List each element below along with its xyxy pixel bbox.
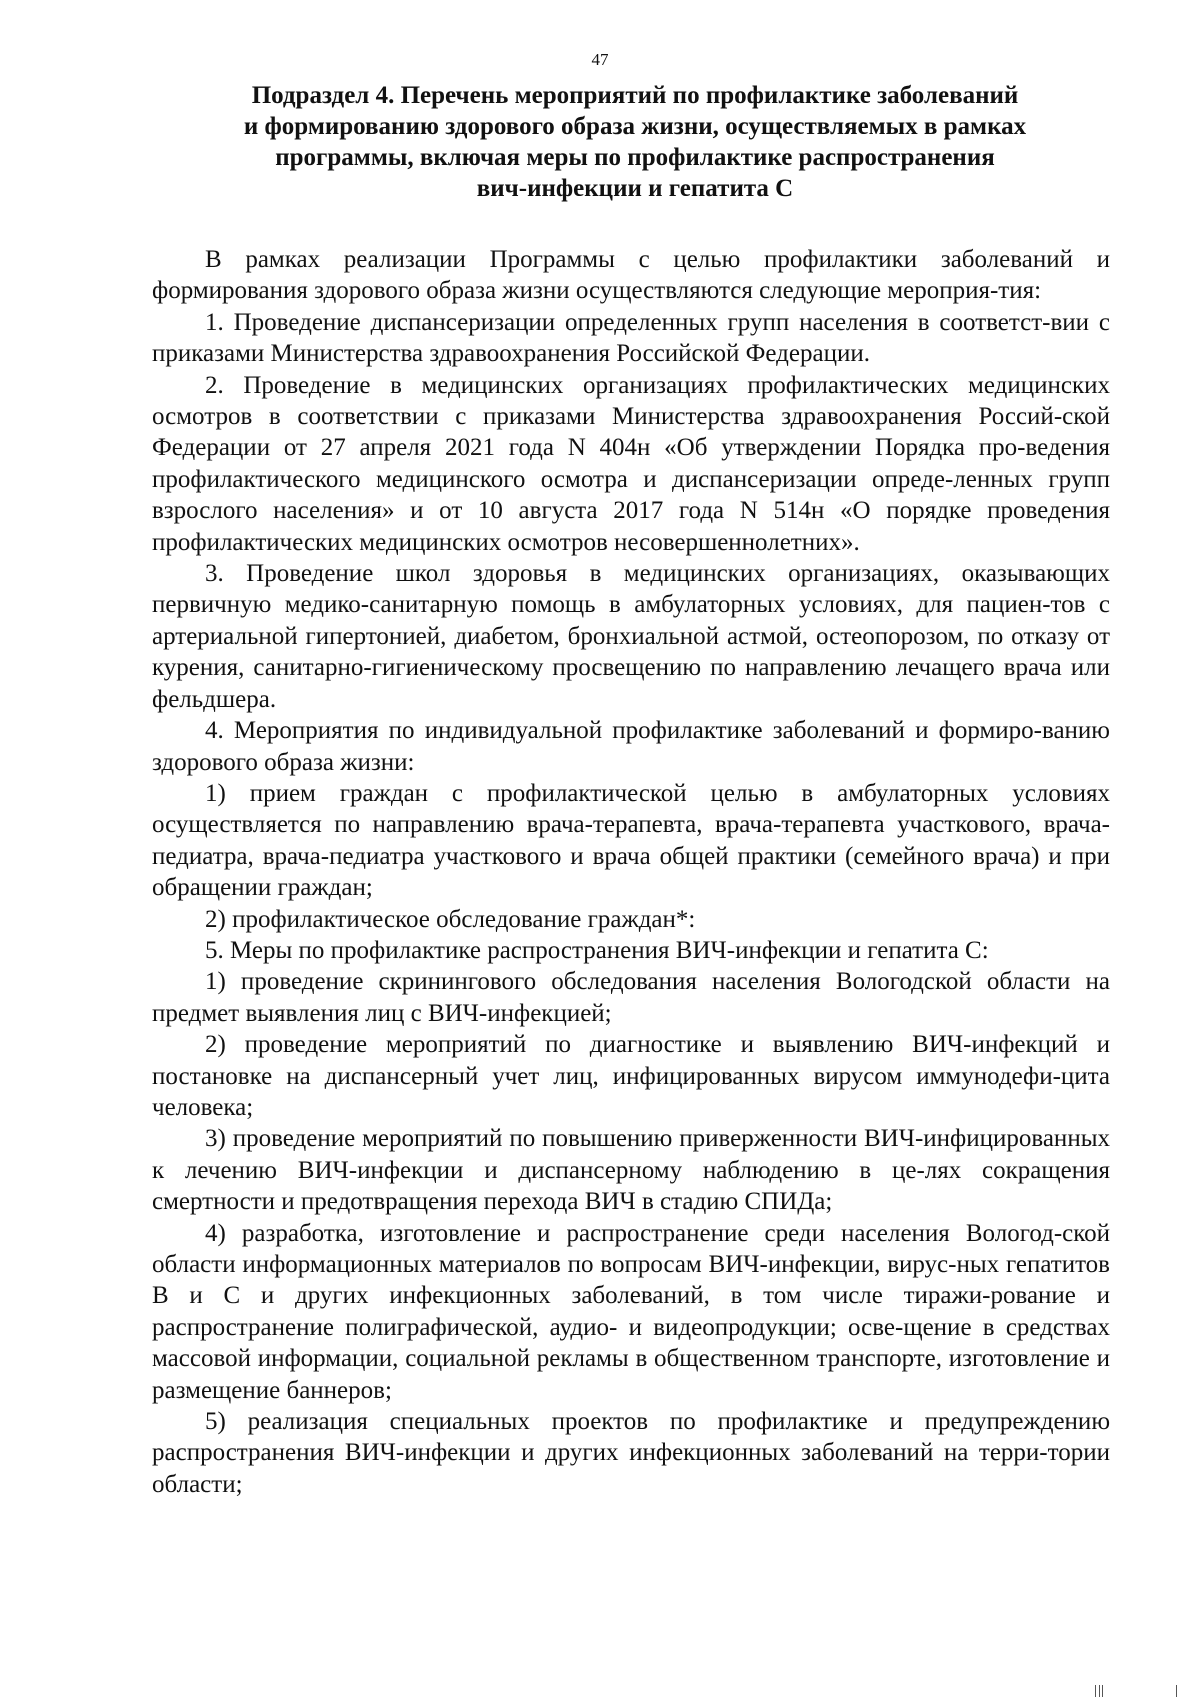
paragraph-item-5-5: 5) реализация специальных проектов по профилактике и предупреждению распространения ВИЧ-инфекции и других инфекционных заболеваний на терри-тории области; (152, 1408, 1110, 1498)
paragraph-intro: В рамках реализации Программы с целью профилактики заболеваний и формирования здорового образа жизни осуществляются следующие мероприя-тия: (152, 246, 1110, 305)
section-heading (170, 80, 1100, 204)
heading-line: вич-инфекции и гепатита С (476, 175, 794, 202)
heading-line: программы, включая меры по профилактике распространения (275, 144, 995, 171)
paragraph-item-1: 1. Проведение диспансеризации определенных групп населения в соответст-вии с приказами Министерства здравоохранения Российской Федерации. (152, 308, 1110, 368)
scan-mark (1095, 1685, 1096, 1697)
paragraph-item-3: 3. Проведение школ здоровья в медицинских организациях, оказывающих первичную медико-санитарную помощь в амбулаторных условиях, для пациен-тов с артериальной гипертонией, диабетом, бронхиальной астмой, остеопорозом, по отказу от курения, санитарно-гигиеническому просвещению по направлению лечащего врача или фельдшера. (152, 560, 1110, 713)
paragraph-item-5-3: 3) проведение мероприятий по повышению приверженности ВИЧ-инфицированных к лечению ВИЧ-инфекции и диспансерному наблюдению в це-лях сокращения смертности и предотвращения перехода ВИЧ в стадию СПИДа; (152, 1125, 1110, 1216)
scan-mark (1099, 1685, 1100, 1697)
paragraph-item-2: 2. Проведение в медицинских организациях профилактических медицинских осмотров в соответствии с приказами Министерства здравоохранения Россий-ской Федерации от 27 апреля 2021 года N 404н «Об утверждении Порядка про-ведения профилактического медицинского осмотра и диспансеризации опреде-ленных групп взрослого населения» и от 10 августа 2017 года N 514н «О порядке проведения профилактических медицинских осмотров несовершеннолетних». (152, 371, 1110, 556)
scan-mark (1102, 1685, 1103, 1697)
page-number: 47 (591, 50, 609, 69)
paragraph-item-4: 4. Мероприятия по индивидуальной профилактике заболеваний и формиро-ванию здорового образа жизни: (152, 717, 1110, 776)
paragraph-item-5-1: 1) проведение скринингового обследования населения Вологодской области на предмет выявления лиц с ВИЧ-инфекцией; (152, 968, 1110, 1027)
scan-marks (1000, 1677, 1200, 1697)
scan-mark (1176, 1685, 1177, 1697)
heading-line: и формированию здорового образа жизни, осуществляемых в рамках (243, 113, 1027, 140)
paragraph-item-5-2: 2) проведение мероприятий по диагностике и выявлению ВИЧ-инфекций и постановке на диспансерный учет лиц, инфицированных вирусом иммунодефи-цита человека; (152, 1031, 1110, 1121)
paragraph-item-4-2: 2) профилактическое обследование граждан*: (205, 905, 696, 933)
body-text (152, 244, 1110, 1500)
paragraph-item-5-4: 4) разработка, изготовление и распространение среди населения Вологод-ской области информационных материалов по вопросам ВИЧ-инфекции, вирус-ных гепатитов В и С и других инфекционных заболеваний, в том числе тиражи-рование и распространение полиграфической, аудио- и видеопродукции; осве-щение в средствах массовой информации, социальной рекламы в общественном транспорте, изготовление и размещение баннеров; (152, 1219, 1110, 1404)
paragraph-item-5: 5. Меры по профилактике распространения ВИЧ-инфекции и гепатита С: (205, 936, 989, 964)
paragraph-item-4-1: 1) прием граждан с профилактической целью в амбулаторных условиях осуществляется по направлению врача-терапевта, врача-терапевта участкового, врача-педиатра, врача-педиатра участкового и врача общей практики (семейного врача) и при обращении граждан; (152, 779, 1110, 902)
heading-line: Подраздел 4. Перечень мероприятий по профилактике заболеваний (251, 82, 1019, 109)
